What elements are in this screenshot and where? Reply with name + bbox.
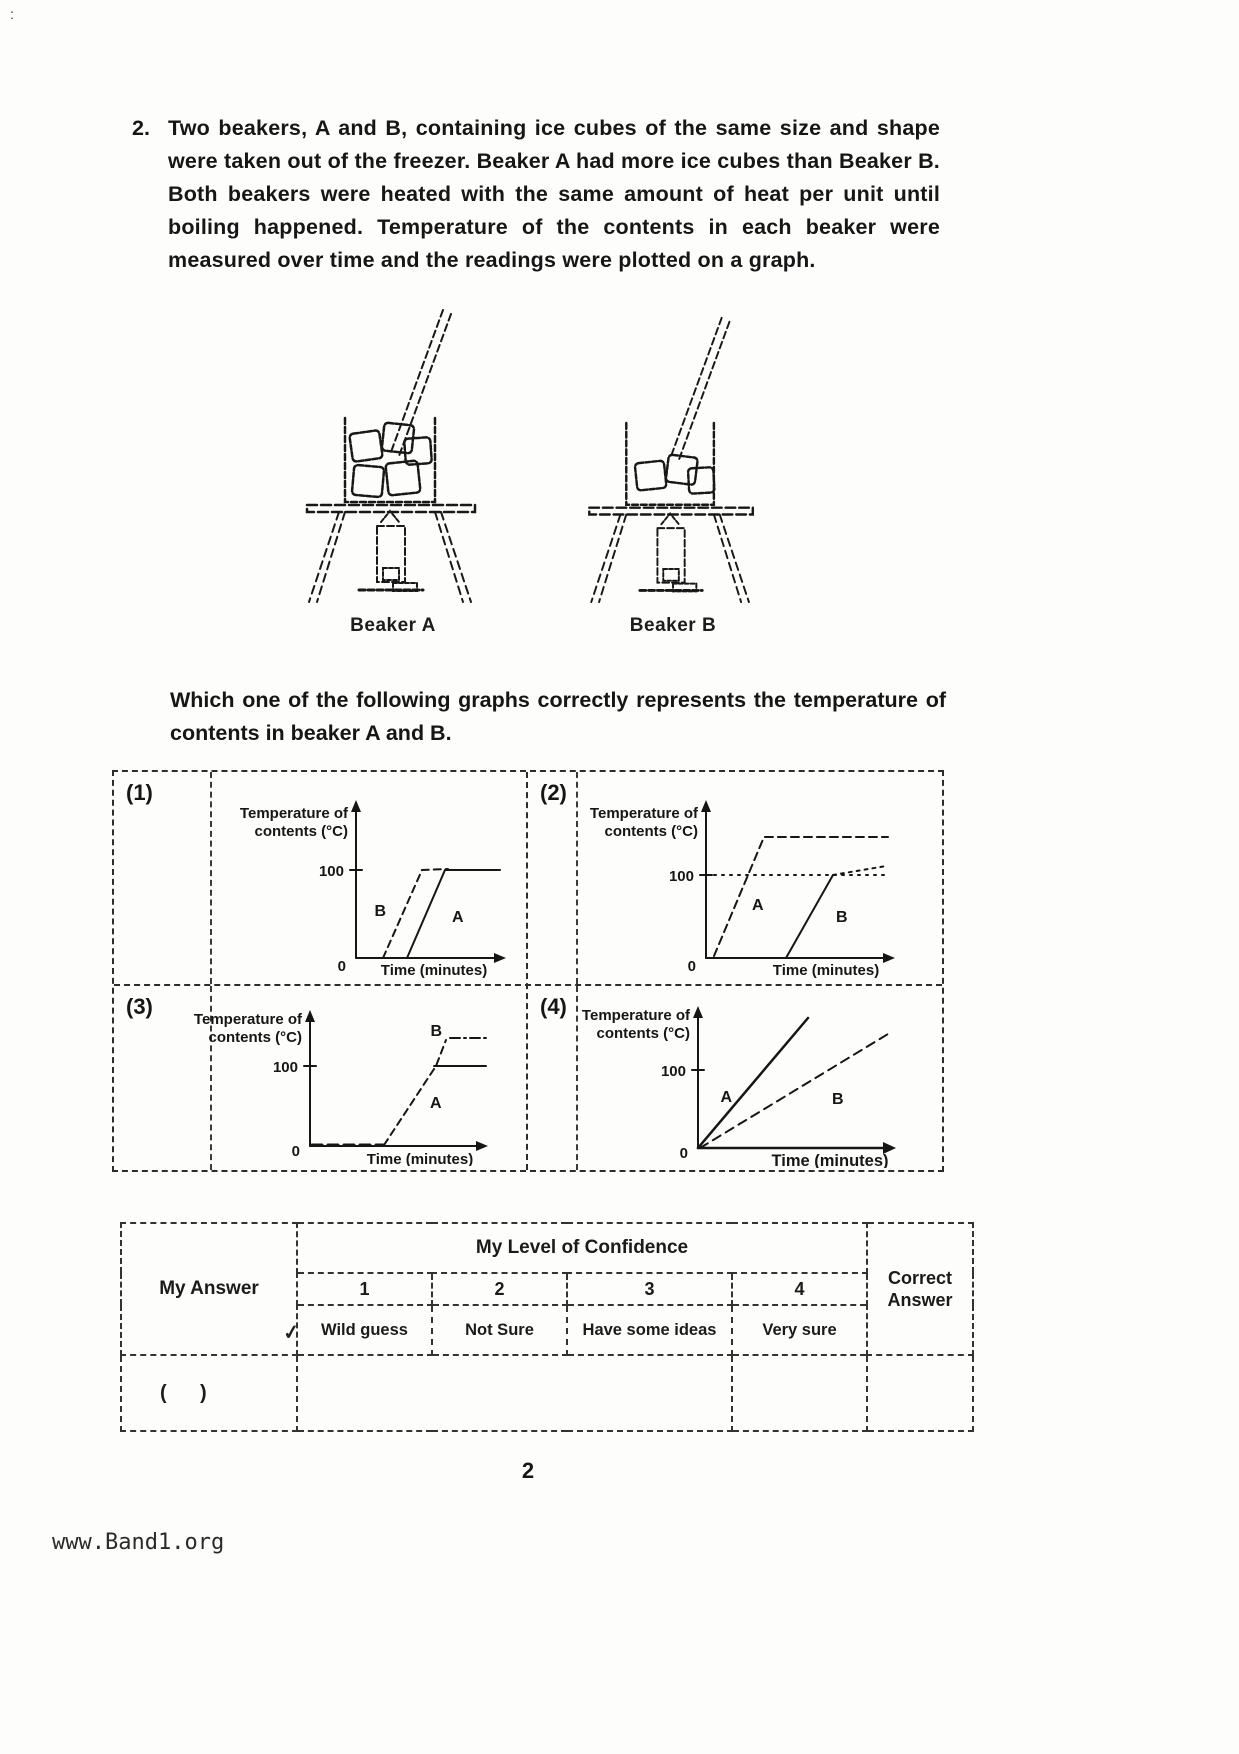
line-a-label: A	[430, 1095, 442, 1112]
ylabel-line1: Temperature of	[193, 1011, 302, 1028]
line-b-label: B	[836, 909, 848, 926]
level-4-value: 4	[732, 1273, 867, 1305]
option-4-graph	[580, 990, 910, 1168]
option-4-label: (4)	[540, 994, 567, 1019]
xlabel: Time (minutes)	[772, 962, 880, 979]
footer-url: www.Band1.org	[52, 1530, 225, 1555]
scan-artifact: :	[10, 6, 14, 22]
y-axis-arrow	[693, 1006, 703, 1018]
option-cell-1	[114, 772, 526, 984]
question-number: 2.	[132, 116, 150, 140]
confidence-header: My Level of Confidence	[297, 1223, 867, 1273]
level-1-desc: Wild guess	[297, 1305, 432, 1355]
option-cell-2	[528, 772, 942, 984]
ylabel-line1: Temperature of	[589, 805, 698, 822]
ytick-label: 100	[318, 863, 344, 880]
line-b-dashed	[383, 869, 448, 958]
ytick-label: 100	[272, 1059, 298, 1076]
my-answer-header: My Answer	[121, 1223, 297, 1355]
beaker-a-figure	[288, 306, 498, 637]
level-1-value: 1	[297, 1273, 432, 1305]
ytick-label: 100	[660, 1063, 686, 1080]
beaker-a-caption: Beaker A	[350, 615, 436, 636]
xlabel: Time (minutes)	[380, 962, 488, 979]
xlabel: Time (minutes)	[771, 1152, 889, 1168]
question-prompt: Which one of the following graphs correctly represents the temperature of contents in beaker A and B.	[170, 688, 946, 745]
ylabel-line2: contents (°C)	[604, 823, 698, 840]
x-axis-arrow	[494, 953, 506, 963]
origin-label: 0	[687, 958, 696, 975]
origin-label: 0	[679, 1145, 688, 1162]
thermometer-icon	[391, 310, 451, 456]
option-cell-3	[114, 986, 526, 1170]
option-2-label: (2)	[540, 780, 567, 805]
level-2-value: 2	[432, 1273, 567, 1305]
option-cell-4	[528, 986, 942, 1170]
option-4-label-divider	[576, 986, 578, 1170]
level-2-desc: Not Sure	[432, 1305, 567, 1355]
ytick-label: 100	[668, 868, 694, 885]
line-a-label: A	[752, 897, 764, 914]
origin-label: 0	[337, 958, 346, 975]
ylabel-line2: contents (°C)	[208, 1029, 302, 1046]
question-block	[132, 112, 940, 277]
ice-cubes	[635, 454, 715, 493]
xlabel: Time (minutes)	[366, 1151, 474, 1166]
line-b-label: B	[374, 903, 386, 920]
line-a-label: A	[720, 1089, 732, 1106]
ylabel-line1: Temperature of	[581, 1007, 690, 1024]
y-axis-arrow	[351, 800, 361, 812]
option-1-label: (1)	[126, 780, 153, 805]
line-a-solid	[698, 1018, 808, 1148]
y-axis-arrow	[305, 1010, 315, 1022]
y-axis-arrow	[701, 800, 711, 812]
ice-cubes	[349, 423, 432, 498]
beaker-b-illustration	[573, 314, 773, 606]
ylabel-line1: Temperature of	[239, 805, 348, 822]
burner-icon	[640, 514, 702, 592]
level-3-desc: Have some ideas	[567, 1305, 732, 1355]
confidence-empty-cell	[297, 1355, 732, 1431]
correct-answer-header: Correct Answer	[867, 1223, 973, 1355]
confidence-empty-cell-2	[732, 1355, 867, 1431]
options-grid	[112, 770, 944, 1172]
option-2-graph	[586, 780, 916, 980]
level-4-desc: Very sure	[732, 1305, 867, 1355]
thermometer-icon	[671, 318, 729, 460]
line-b-label: B	[832, 1091, 844, 1108]
correct-answer-empty-cell	[867, 1355, 973, 1431]
confidence-table	[120, 1222, 974, 1432]
burner-icon	[359, 511, 423, 591]
option-2-label-divider	[576, 772, 578, 984]
line-b-dotted-tail	[833, 866, 886, 875]
origin-label: 0	[291, 1143, 300, 1160]
option-3-graph	[192, 998, 502, 1166]
ylabel-line2: contents (°C)	[596, 1025, 690, 1042]
beaker-b-caption: Beaker B	[629, 615, 717, 636]
option-1-label-divider	[210, 772, 212, 984]
ylabel-line2: contents (°C)	[254, 823, 348, 840]
level-3-value: 3	[567, 1273, 732, 1305]
scan-mark-checkmark: ✓	[281, 1320, 302, 1346]
line-a-label: A	[452, 909, 464, 926]
x-axis-arrow	[883, 953, 895, 963]
option-3-label: (3)	[126, 994, 153, 1019]
beaker-a-illustration	[293, 306, 493, 606]
rise-segment-dashed	[384, 1040, 446, 1145]
beaker-b-figure	[568, 314, 778, 637]
page-number: 2	[521, 1458, 535, 1483]
answer-write-in-cell: ( )	[121, 1355, 297, 1431]
line-b-label: B	[430, 1023, 442, 1040]
option-1-graph	[226, 780, 526, 980]
line-a-dashed	[714, 837, 888, 956]
x-axis-arrow	[476, 1141, 488, 1151]
line-b-solid	[786, 875, 833, 958]
question-text: Two beakers, A and B, containing ice cubes of the same size and shape were taken out of the freezer. Beaker A had more ice cubes than Beaker B. Both beakers were heated with the same amount of heat per unit until boiling happened. Temperature of the contents in each beaker were measured over time and the readings were plotted on a graph.	[168, 116, 940, 272]
